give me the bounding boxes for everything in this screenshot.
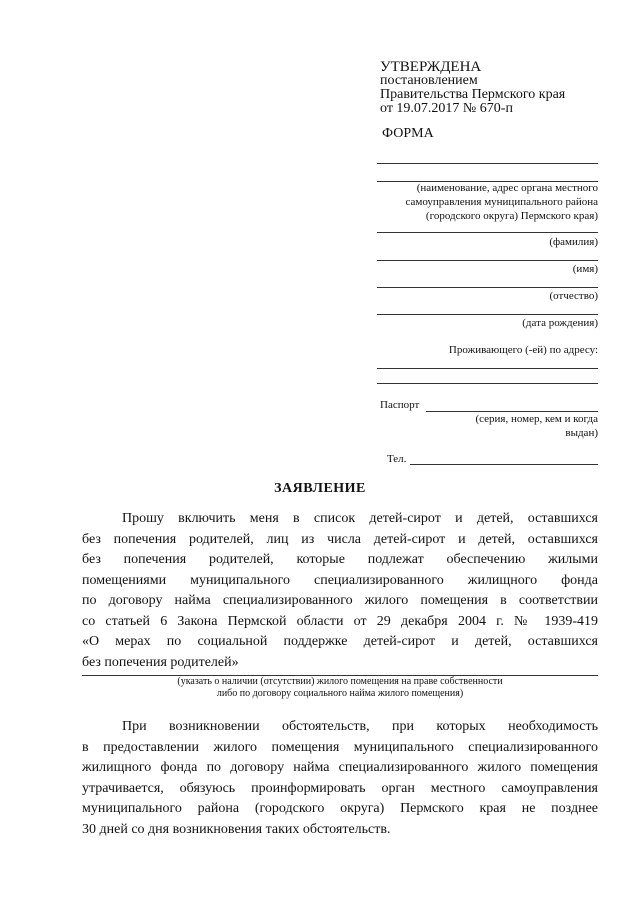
surname-line[interactable]	[377, 232, 598, 233]
paragraph-line: по договору найма специализированного жилого помещения в соответствии	[82, 593, 598, 608]
approval-line-2: постановлением	[380, 73, 478, 88]
paragraph-line: 30 дней со дня возникновения таких обстоятельств.	[82, 821, 391, 837]
patronymic-caption: (отчество)	[549, 290, 598, 302]
name-line[interactable]	[377, 260, 598, 261]
paragraph-line: жилищного фонда по договору найма специализированного жилого помещения	[82, 760, 598, 775]
obligation-paragraph	[82, 717, 598, 840]
paragraph-line: Прошу включить меня в список детей-сирот и детей, оставшихся	[122, 511, 598, 526]
paragraph-line: со статьей 6 Закона Пермской области от 29 декабря 2004 г. № 1939-419	[82, 613, 598, 629]
paragraph-line: муниципального района (городского округа) Пермского края не позднее	[82, 801, 598, 816]
housing-caption	[82, 676, 598, 700]
phone-line[interactable]	[410, 464, 598, 465]
birthdate-line[interactable]	[377, 314, 598, 315]
paragraph-line: помещениями муниципального специализированного жилищного фонда	[82, 572, 598, 588]
paragraph-line: без попечения родителей»	[82, 654, 239, 670]
address-line-2[interactable]	[377, 383, 598, 384]
paragraph-line: При возникновении обстоятельств, при которых необходимость	[122, 719, 598, 734]
residence-label: Проживающего (-ей) по адресу:	[448, 344, 598, 356]
passport-caption-line-2: выдан)	[565, 427, 598, 439]
organ-caption	[405, 181, 598, 223]
form-label: ФОРМА	[382, 126, 434, 141]
approval-line-4: от 19.07.2017 № 670-п	[380, 101, 513, 116]
approval-line-3: Правительства Пермского края	[380, 87, 566, 102]
housing-caption-line-1: (указать о наличии (отсутствии) жилого помещения на праве собственности	[177, 676, 503, 687]
address-line-1[interactable]	[377, 368, 598, 369]
request-paragraph	[82, 509, 598, 673]
paragraph-line: без попечения родителей, которые подлежат обеспечению жилыми	[82, 552, 598, 567]
approval-title: УТВЕРЖДЕНА	[380, 59, 482, 75]
surname-caption: (фамилия)	[549, 236, 598, 248]
passport-caption	[475, 412, 598, 440]
organ-caption-line-3: (городского округа) Пермского края)	[425, 210, 598, 222]
organ-line-1[interactable]	[377, 163, 598, 164]
passport-label: Паспорт	[380, 399, 420, 411]
housing-caption-line-2: либо по договору социального найма жилого помещения)	[216, 688, 464, 699]
paragraph-line: без попечения родителей, лиц из числа детей-сирот и детей, оставшихся	[82, 531, 598, 547]
name-caption: (имя)	[572, 263, 598, 275]
approval-stamp	[380, 60, 565, 116]
organ-caption-line-1: (наименование, адрес органа местного	[416, 182, 598, 194]
passport-caption-line-1: (серия, номер, кем и когда	[475, 413, 598, 425]
birthdate-caption: (дата рождения)	[522, 317, 598, 329]
paragraph-line: «О мерах по социальной поддержке детей-сирот и детей, оставшихся	[82, 634, 598, 649]
organ-caption-line-2: самоуправления муниципального района	[405, 196, 598, 208]
document-title: ЗАЯВЛЕНИЕ	[274, 481, 366, 496]
paragraph-line: в предоставлении жилого помещения муниципального специализированного	[82, 739, 598, 755]
phone-label: Тел.	[387, 453, 407, 465]
patronymic-line[interactable]	[377, 287, 598, 288]
paragraph-line: утрачивается, обязуюсь проинформировать орган местного самоуправления	[82, 780, 598, 796]
